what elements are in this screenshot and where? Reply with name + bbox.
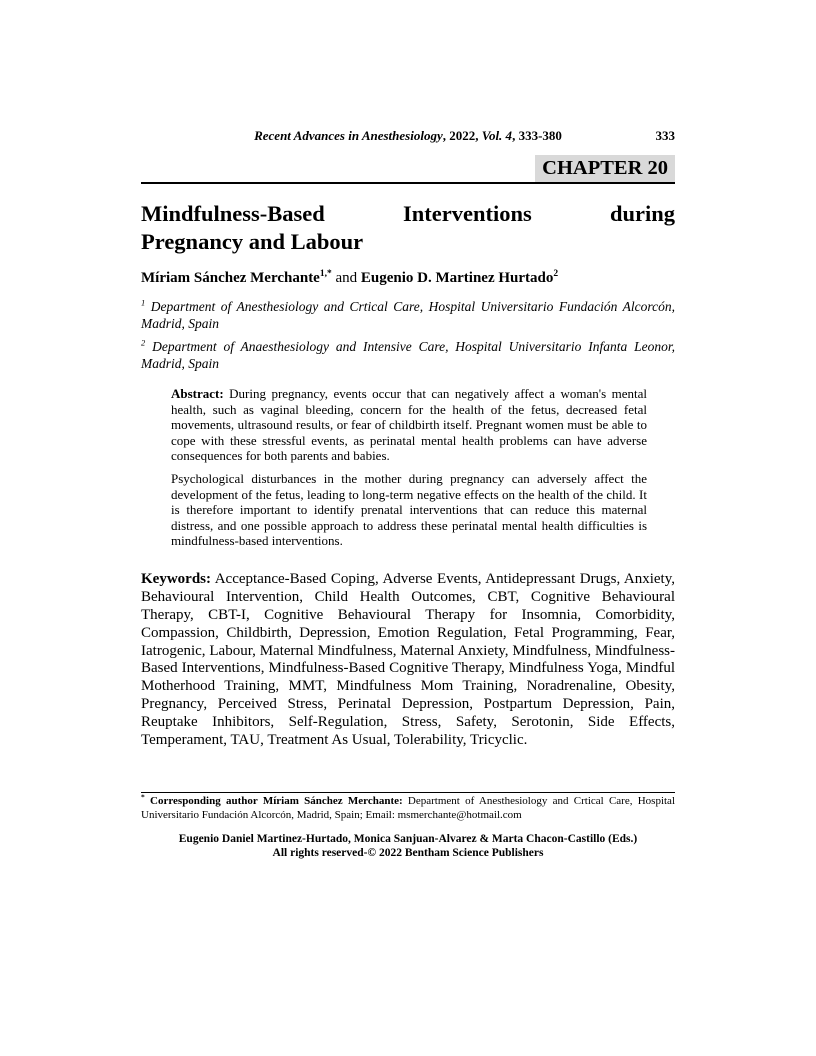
journal-year: , 2022, xyxy=(442,128,482,143)
authors-connector: and xyxy=(335,270,358,286)
affiliation-1 xyxy=(141,298,675,332)
affiliation-1-superscript: 1 xyxy=(141,297,146,308)
affiliation-2-text: Department of Anaesthesiology and Intensive Care, Hospital Universitario Infanta Leonor, Madrid, Spain xyxy=(141,339,675,371)
abstract-paragraph-1-text: During pregnancy, events occur that can negatively affect a woman's mental health, such as vaginal bleeding, concern for the health of the fetus, decreased fetal movements, ultrasound results, or fear of childbirth itself. Pregnant women must be able to cope with these stressful events, as perinatal mental health problems can have adverse consequences for both parents and babies. xyxy=(171,386,647,464)
affiliation-2-superscript: 2 xyxy=(141,337,146,348)
journal-volume: Vol. 4 xyxy=(481,128,513,143)
keywords-text: Acceptance-Based Coping, Adverse Events, Antidepressant Drugs, Anxiety, Behavioural Intervention, Child Health Outcomes, CBT, Cognitive Behavioural Therapy, CBT-I, Cognitive Behavioural Therapy for Insomnia, Comorbidity, Compassion, Childbirth, Depression, Emotion Regulation, Fetal Programming, Fear, Iatrogenic, Labour, Maternal Mindfulness, Maternal Anxiety, Mindfulness, Mindfulness-Based Interventions, Mindfulness-Based Cognitive Therapy, Mindfulness Yoga, Mindful Motherhood Training, MMT, Mindfulness Mom Training, Noradrenaline, Obesity, Pregnancy, Perceived Stress, Perinatal Depression, Postpartum Depression, Pain, Reuptake Inhibitors, Self-Regulation, Stress, Safety, Serotonin, Side Effects, Temperament, TAU, Treatment As Usual, Tolerability, Tricyclic. xyxy=(141,570,675,749)
journal-pages: , 333-380 xyxy=(512,128,562,143)
editors-line: Eugenio Daniel Martinez-Hurtado, Monica Sanjuan-Alvarez & Marta Chacon-Castillo (Eds.) xyxy=(178,833,638,845)
author-2-superscript: 2 xyxy=(553,269,559,279)
author-1-superscript: 1,* xyxy=(319,269,332,279)
abstract-block xyxy=(171,386,647,549)
journal-title: Recent Advances in Anesthesiology xyxy=(254,128,443,143)
page-number: 333 xyxy=(655,128,675,143)
keywords-label: Keywords: xyxy=(141,570,211,587)
running-header xyxy=(141,128,675,143)
affiliation-2 xyxy=(141,338,675,372)
footnote-text: Department of Anesthesiology and Crtical Care, Hospital Universitario Fundación Alcorcón, Madrid, Spain; Email: xyxy=(141,795,675,821)
chapter-title xyxy=(141,200,675,256)
abstract-paragraph-2 xyxy=(171,471,647,549)
affiliation-1-text: Department of Anesthesiology and Crtical Care, Hospital Universitario Fundación Alcorcón, Madrid, Spain xyxy=(141,299,676,331)
chapter-badge: CHAPTER 20 xyxy=(535,155,675,182)
corresponding-author-footnote xyxy=(141,792,675,822)
author-1-name: Míriam Sánchez Merchante xyxy=(141,270,320,286)
footnote-asterisk: * xyxy=(141,792,145,802)
chapter-header-rule xyxy=(141,155,675,184)
abstract-label: Abstract: xyxy=(171,386,224,401)
chapter-title-line1: Mindfulness-Based Interventions during xyxy=(141,201,675,226)
abstract-paragraph-1 xyxy=(171,386,647,464)
rights-line: All rights reserved-© 2022 Bentham Science Publishers xyxy=(272,847,544,859)
footnote-divider xyxy=(141,792,675,793)
publisher-imprint xyxy=(141,832,675,860)
keywords-block xyxy=(141,571,675,750)
abstract-paragraph-2-text: Psychological disturbances in the mother during pregnancy can adversely affect the development of the fetus, leading to long-term negative effects on the health of the child. It is therefore important to identify prenatal interventions that can reduce this maternal distress, and one possible approach to address these perinatal mental health difficulties is mindfulness-based interventions. xyxy=(171,470,647,549)
journal-reference xyxy=(254,128,562,143)
chapter-title-line2: Pregnancy and Labour xyxy=(141,229,364,254)
email-text: msmerchante@hotmail.com xyxy=(397,808,522,821)
authors-line xyxy=(141,269,675,287)
author-2-name: Eugenio D. Martinez Hurtado xyxy=(360,270,554,286)
document-page xyxy=(141,0,675,860)
footnote-bold-text: Corresponding author Míriam Sánchez Merchante: xyxy=(150,795,403,807)
